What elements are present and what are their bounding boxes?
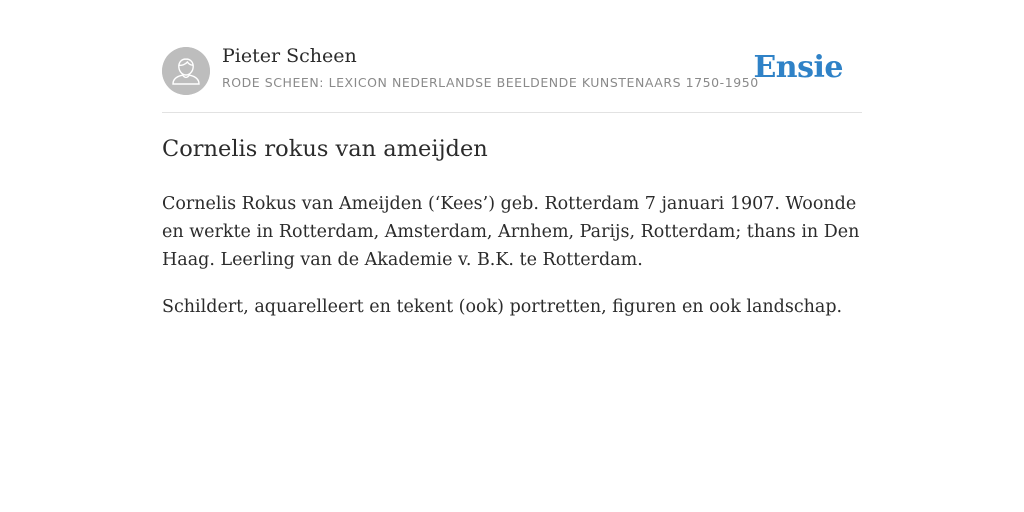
article-paragraph: Schildert, aquarelleert en tekent (ook) portretten, figuren en ook landschap. xyxy=(162,297,843,317)
article-body xyxy=(162,190,862,340)
article-paragraph: Cornelis Rokus van Ameijden (‘Kees’) geb. Rotterdam 7 januari 1907. Woonde en werkte in Rotterdam, Amsterdam, Arnhem, Parijs, Rotterdam; thans in Den Haag. Leerling van de Akademie v. B.K. te Rotterdam. xyxy=(162,194,860,270)
user-avatar-icon[interactable] xyxy=(162,47,210,95)
article-header xyxy=(162,0,862,113)
ensie-logo[interactable]: Ensie xyxy=(753,50,843,85)
author-name[interactable]: Pieter Scheen xyxy=(222,45,357,67)
source-title[interactable]: RODE SCHEEN: LEXICON NEDERLANDSE BEELDENDE KUNSTENAARS 1750-1950 xyxy=(222,75,759,90)
article-title: Cornelis rokus van ameijden xyxy=(162,136,488,162)
article-card xyxy=(162,0,862,317)
